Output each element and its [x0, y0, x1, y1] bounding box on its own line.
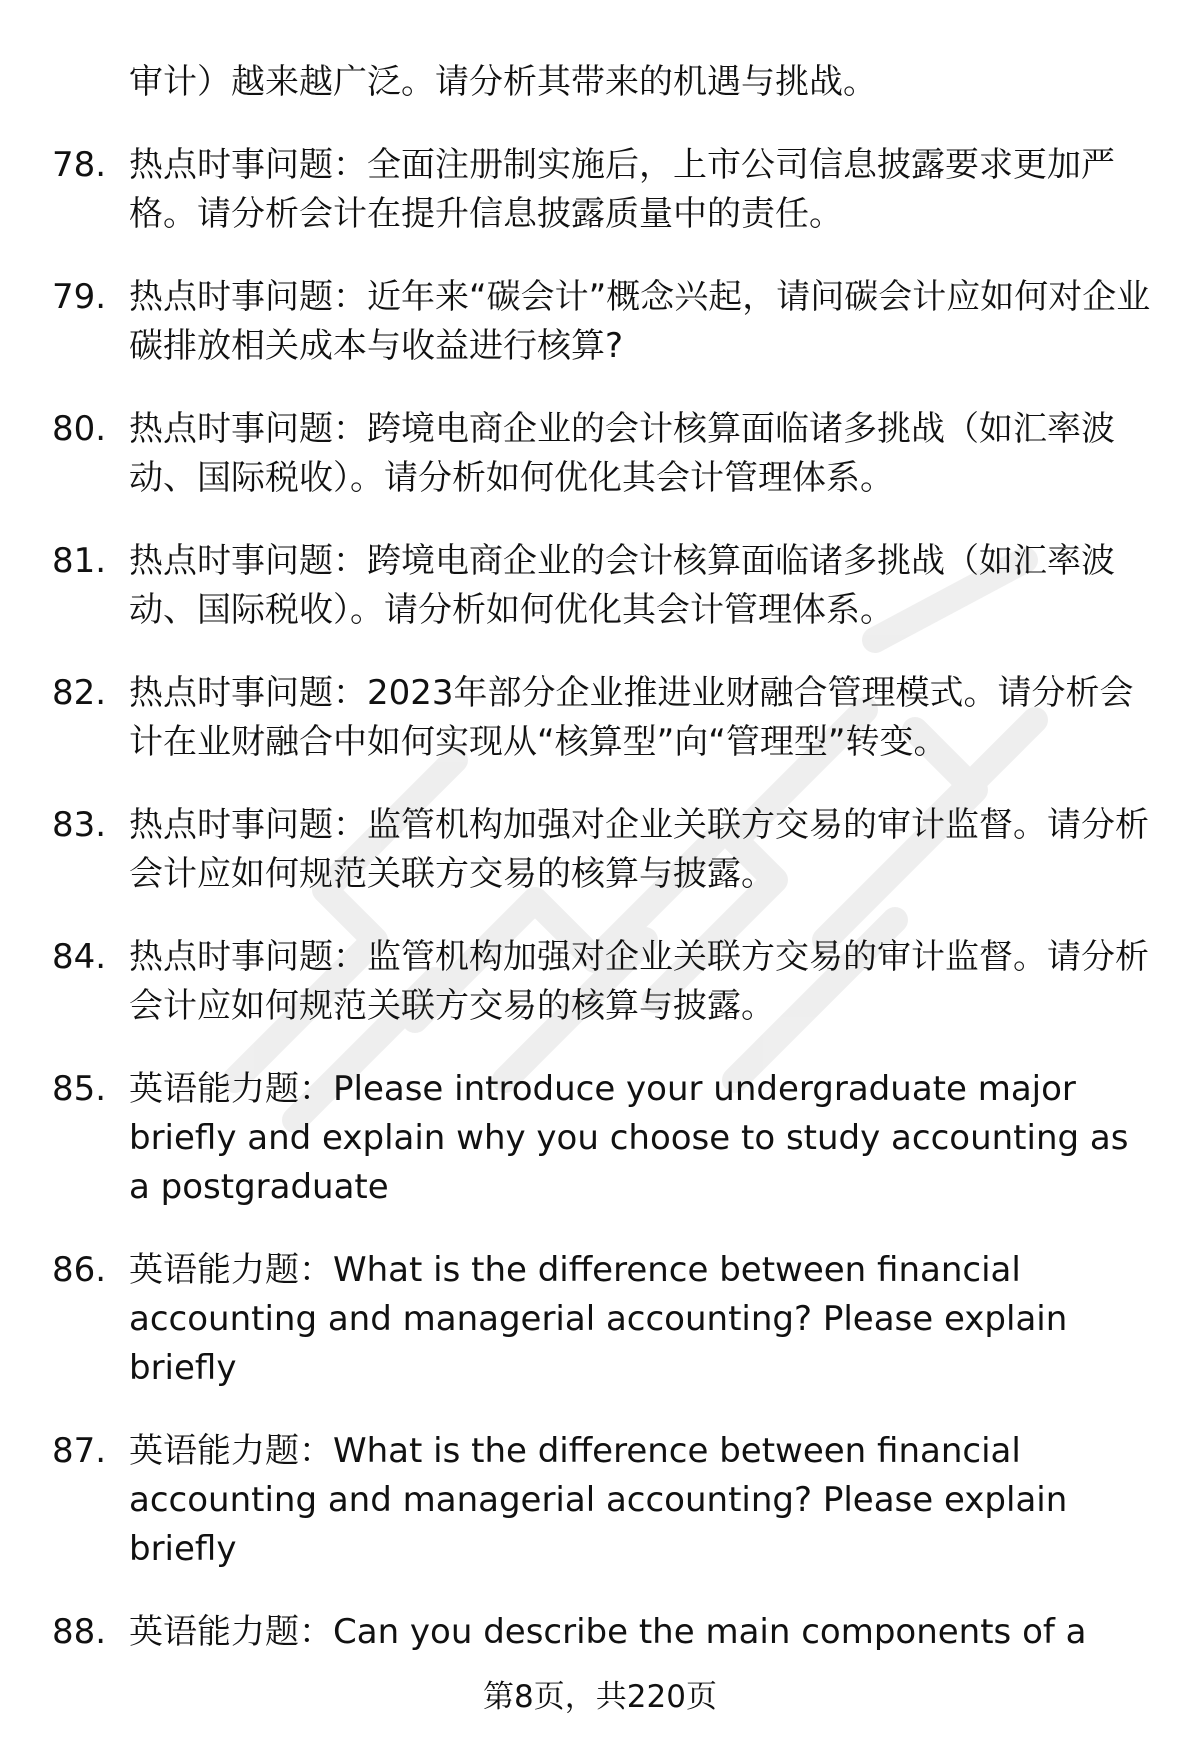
page-number-label: 第8页，共220页	[483, 1679, 717, 1715]
item-text: 热点时事问题：监管机构加强对企业关联方交易的审计监督。请分析会计应如何规范关联方交易的核算与披露。	[129, 805, 1149, 894]
item-number: 78.	[52, 145, 107, 185]
item-number: 81.	[52, 541, 107, 581]
item-number: 84.	[52, 937, 107, 977]
list-item	[0, 273, 1200, 371]
page-footer	[0, 1675, 1200, 1719]
list-item	[0, 1427, 1200, 1574]
list-item	[0, 1608, 1200, 1657]
list-item	[0, 801, 1200, 899]
item-number: 83.	[52, 805, 107, 845]
item-text: 英语能力题：What is the difference between financial accounting and managerial accounting? Please explain briefly	[129, 1431, 1068, 1569]
list-item	[0, 669, 1200, 767]
list-item	[0, 537, 1200, 635]
item-text: 热点时事问题：近年来“碳会计”概念兴起，请问碳会计应如何对企业碳排放相关成本与收益进行核算?	[129, 277, 1151, 366]
list-item	[0, 933, 1200, 1031]
item-text: 热点时事问题：2023年部分企业推进业财融合管理模式。请分析会计在业财融合中如何实现从“核算型”向“管理型”转变。	[129, 673, 1134, 762]
item-number: 80.	[52, 409, 107, 449]
continuation-text: 审计）越来越广泛。请分析其带来的机遇与挑战。	[129, 62, 877, 102]
item-text: 热点时事问题：监管机构加强对企业关联方交易的审计监督。请分析会计应如何规范关联方交易的核算与披露。	[129, 937, 1149, 1026]
item-number: 79.	[52, 277, 107, 317]
item-number: 82.	[52, 673, 107, 713]
item-number: 88.	[52, 1612, 107, 1652]
question-list	[0, 58, 1200, 1691]
item-text: 英语能力题：Please introduce your undergraduate major briefly and explain why you choose to study accounting as a postgraduate	[129, 1069, 1129, 1207]
item-number: 87.	[52, 1431, 107, 1471]
item-number: 86.	[52, 1250, 107, 1290]
item-text: 热点时事问题：跨境电商企业的会计核算面临诸多挑战（如汇率波动、国际税收）。请分析如何优化其会计管理体系。	[129, 541, 1115, 630]
item-text: 热点时事问题：跨境电商企业的会计核算面临诸多挑战（如汇率波动、国际税收）。请分析如何优化其会计管理体系。	[129, 409, 1115, 498]
list-item	[0, 1246, 1200, 1393]
item-text: 英语能力题：Can you describe the main components of a	[129, 1612, 1087, 1652]
list-item	[0, 141, 1200, 239]
item-number: 85.	[52, 1069, 107, 1109]
list-item	[0, 405, 1200, 503]
item-text: 热点时事问题：全面注册制实施后，上市公司信息披露要求更加严格。请分析会计在提升信息披露质量中的责任。	[129, 145, 1115, 234]
list-item	[0, 1065, 1200, 1212]
item-text: 英语能力题：What is the difference between financial accounting and managerial accounting? Please explain briefly	[129, 1250, 1068, 1388]
